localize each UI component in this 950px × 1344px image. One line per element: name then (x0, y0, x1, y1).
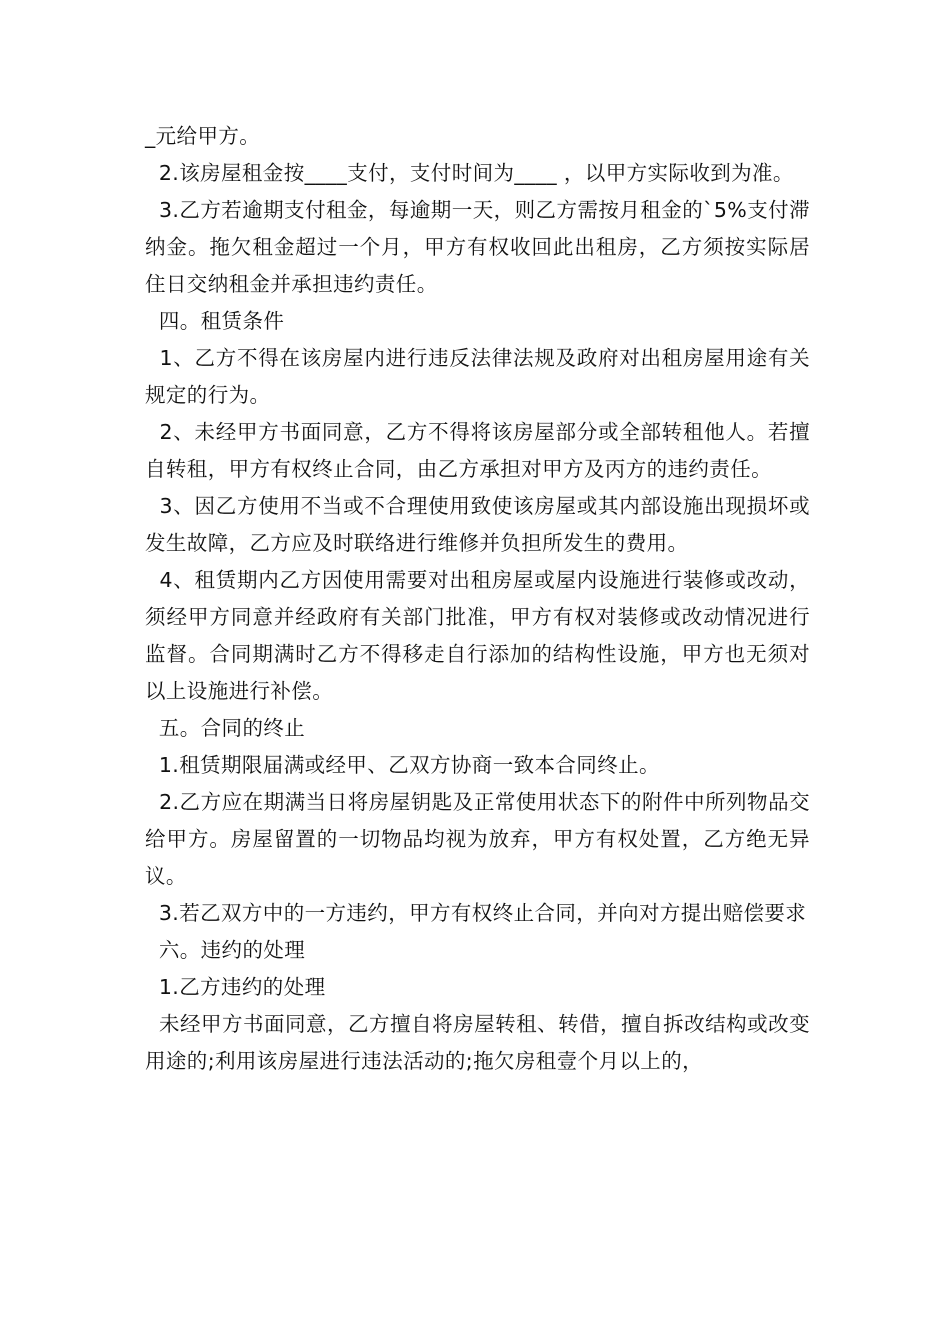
paragraph-condition-2: 2、未经甲方书面同意，乙方不得将该房屋部分或全部转租他人。若擅自转租，甲方有权终止合同，由乙方承担对甲方及丙方的违约责任。 (145, 420, 810, 481)
paragraph-rent-payment: 2.该房屋租金按____支付，支付时间为____ ，以甲方实际收到为准。 (145, 161, 794, 185)
paragraph-condition-3: 3、因乙方使用不当或不合理使用致使该房屋或其内部设施出现损坏或发生故障，乙方应及时联络进行维修并负担所发生的费用。 (145, 494, 810, 555)
paragraph-breach-heading-1: 1.乙方违约的处理 (145, 975, 326, 999)
paragraph-late-fee: 3.乙方若逾期支付租金，每逾期一天，则乙方需按月租金的`5%支付滞纳金。拖欠租金超过一个月，甲方有权收回此出租房，乙方须按实际居住日交纳租金并承担违约责任。 (145, 198, 811, 296)
paragraph-breach-details: 未经甲方书面同意，乙方擅自将房屋转租、转借，擅自拆改结构或改变用途的;利用该房屋进行违法活动的;拖欠房租壹个月以上的， (145, 1012, 810, 1073)
paragraph-termination-1: 1.租赁期限届满或经甲、乙双方协商一致本合同终止。 (145, 753, 660, 777)
section-heading-termination: 五。合同的终止 (145, 716, 306, 740)
paragraph-deposit-tail: _元给甲方。 (145, 124, 261, 148)
paragraph-condition-4: 4、租赁期内乙方因使用需要对出租房屋或屋内设施进行装修或改动，须经甲方同意并经政府有关部门批准，甲方有权对装修或改动情况进行监督。合同期满时乙方不得移走自行添加的结构性设施，甲方也无须对以上设施进行补偿。 (145, 568, 810, 703)
section-heading-breach: 六。违约的处理 (145, 938, 306, 962)
paragraph-termination-3: 3.若乙双方中的一方违约，甲方有权终止合同，并向对方提出赔偿要求 (145, 901, 807, 925)
document-body (145, 118, 810, 1080)
paragraph-condition-1: 1、乙方不得在该房屋内进行违反法律法规及政府对出租房屋用途有关规定的行为。 (145, 346, 810, 407)
paragraph-termination-2: 2.乙方应在期满当日将房屋钥匙及正常使用状态下的附件中所列物品交给甲方。房屋留置的一切物品均视为放弃，甲方有权处置，乙方绝无异议。 (145, 790, 810, 888)
section-heading-lease-conditions: 四。租赁条件 (145, 309, 285, 333)
